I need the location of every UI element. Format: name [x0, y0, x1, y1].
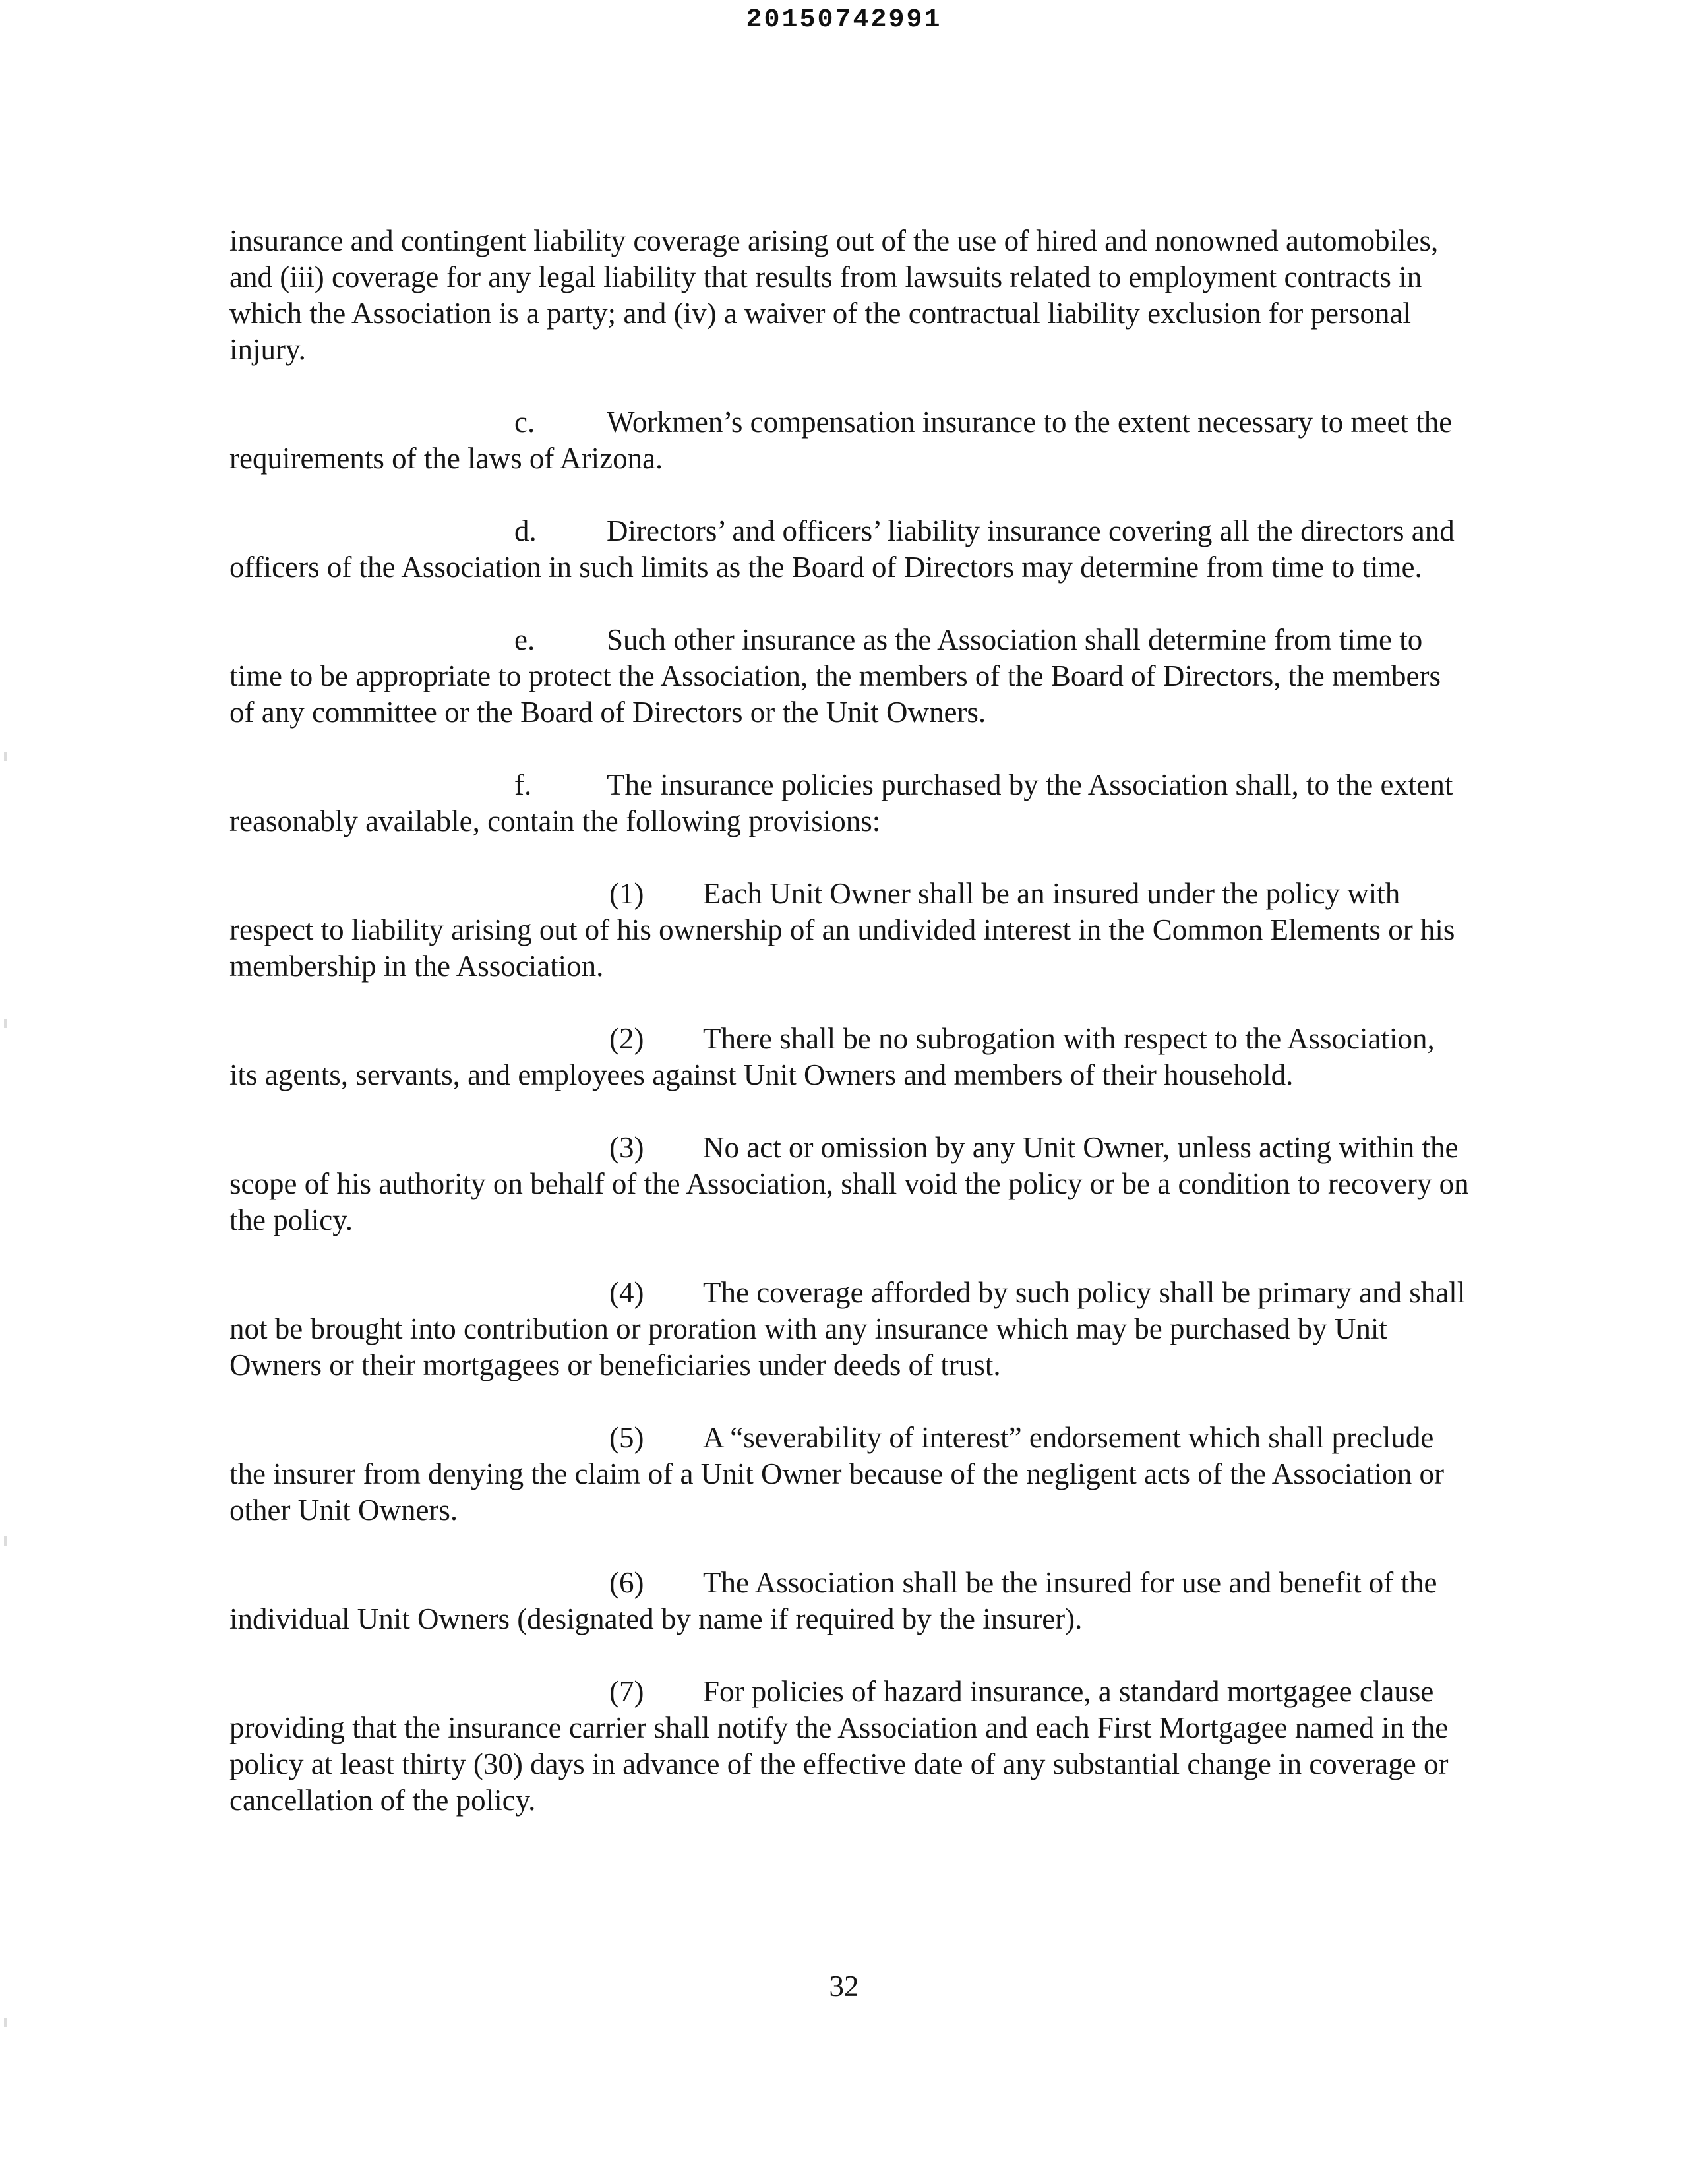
subparagraph-5 [229, 1420, 1469, 1529]
subparagraph-marker: (7) [609, 1675, 644, 1708]
subparagraph-text: Each Unit Owner shall be an insured under the policy with respect to liability arising out of his ownership of an undivided interest in the Common Elements or his membership in the Association. [229, 877, 1455, 983]
paragraph-text: Such other insurance as the Association shall determine from time to time to be appropriate to protect the Association, the members of the Board of Directors, the members of any committee or the Board of Directors or the Unit Owners. [229, 623, 1441, 729]
subparagraph-marker: (6) [609, 1566, 644, 1599]
paragraph-text: The insurance policies purchased by the Association shall, to the extent reasonably available, contain the following provisions: [229, 768, 1453, 837]
scan-margin-mark [4, 1019, 7, 1028]
paragraph-f [229, 767, 1469, 839]
subparagraph-7 [229, 1674, 1469, 1819]
subparagraph-marker: (3) [609, 1131, 644, 1164]
subparagraph-text: A “severability of interest” endorsement which shall preclude the insurer from denying the claim of a Unit Owner because of the negligent acts of the Association or other Unit Owners. [229, 1421, 1444, 1527]
paragraph-c [229, 404, 1469, 477]
scan-margin-mark [4, 752, 7, 761]
subparagraph-6 [229, 1565, 1469, 1637]
paragraph-d [229, 513, 1469, 586]
subparagraph-marker: (2) [609, 1022, 644, 1055]
page-number: 32 [829, 1970, 859, 2003]
subparagraph-1 [229, 876, 1469, 985]
document-number: 20150742991 [746, 5, 942, 35]
subparagraph-text: The coverage afforded by such policy shall be primary and shall not be brought into contribution or proration with any insurance which may be purchased by Unit Owners or their mortgagees or beneficiaries under deeds of trust. [229, 1276, 1466, 1381]
paragraph-text: Workmen’s compensation insurance to the extent necessary to meet the requirements of the laws of Arizona. [229, 406, 1453, 475]
subparagraph-text: The Association shall be the insured for use and benefit of the individual Unit Owners (designated by name if required by the insurer). [229, 1566, 1437, 1635]
subparagraph-marker: (5) [609, 1421, 644, 1454]
paragraph-marker: c. [514, 406, 535, 439]
paragraph-marker: d. [514, 514, 537, 547]
subparagraph-3 [229, 1130, 1469, 1238]
subparagraph-text: For policies of hazard insurance, a standard mortgagee clause providing that the insurance carrier shall notify the Association and each First Mortgagee named in the policy at least thirty (30) days in advance of the effective date of any substantial change in coverage or cancellation of the policy. [229, 1675, 1449, 1817]
paragraph-marker: f. [514, 768, 532, 801]
paragraph-text: insurance and contingent liability coverage arising out of the use of hired and nonowned automobiles, and (iii) coverage for any legal liability that results from lawsuits related to employment contracts in which the Association is a party; and (iv) a waiver of the contractual liability exclusion for personal injury. [229, 224, 1439, 366]
subparagraph-2 [229, 1021, 1469, 1093]
document-body [229, 223, 1469, 1819]
subparagraph-marker: (1) [609, 877, 644, 910]
subparagraph-marker: (4) [609, 1276, 644, 1309]
paragraph-e [229, 622, 1469, 731]
subparagraph-4 [229, 1275, 1469, 1383]
scan-margin-mark [4, 1536, 7, 1546]
paragraph-text: Directors’ and officers’ liability insurance covering all the directors and officers of the Association in such limits as the Board of Directors may determine from time to time. [229, 514, 1455, 584]
subparagraph-text: No act or omission by any Unit Owner, unless acting within the scope of his authority on behalf of the Association, shall void the policy or be a condition to recovery on the policy. [229, 1131, 1469, 1236]
paragraph-marker: e. [514, 623, 535, 656]
subparagraph-text: There shall be no subrogation with respect to the Association, its agents, servants, and employees against Unit Owners and members of their household. [229, 1022, 1435, 1091]
paragraph-continuation [229, 223, 1469, 368]
scan-margin-mark [4, 2018, 7, 2027]
